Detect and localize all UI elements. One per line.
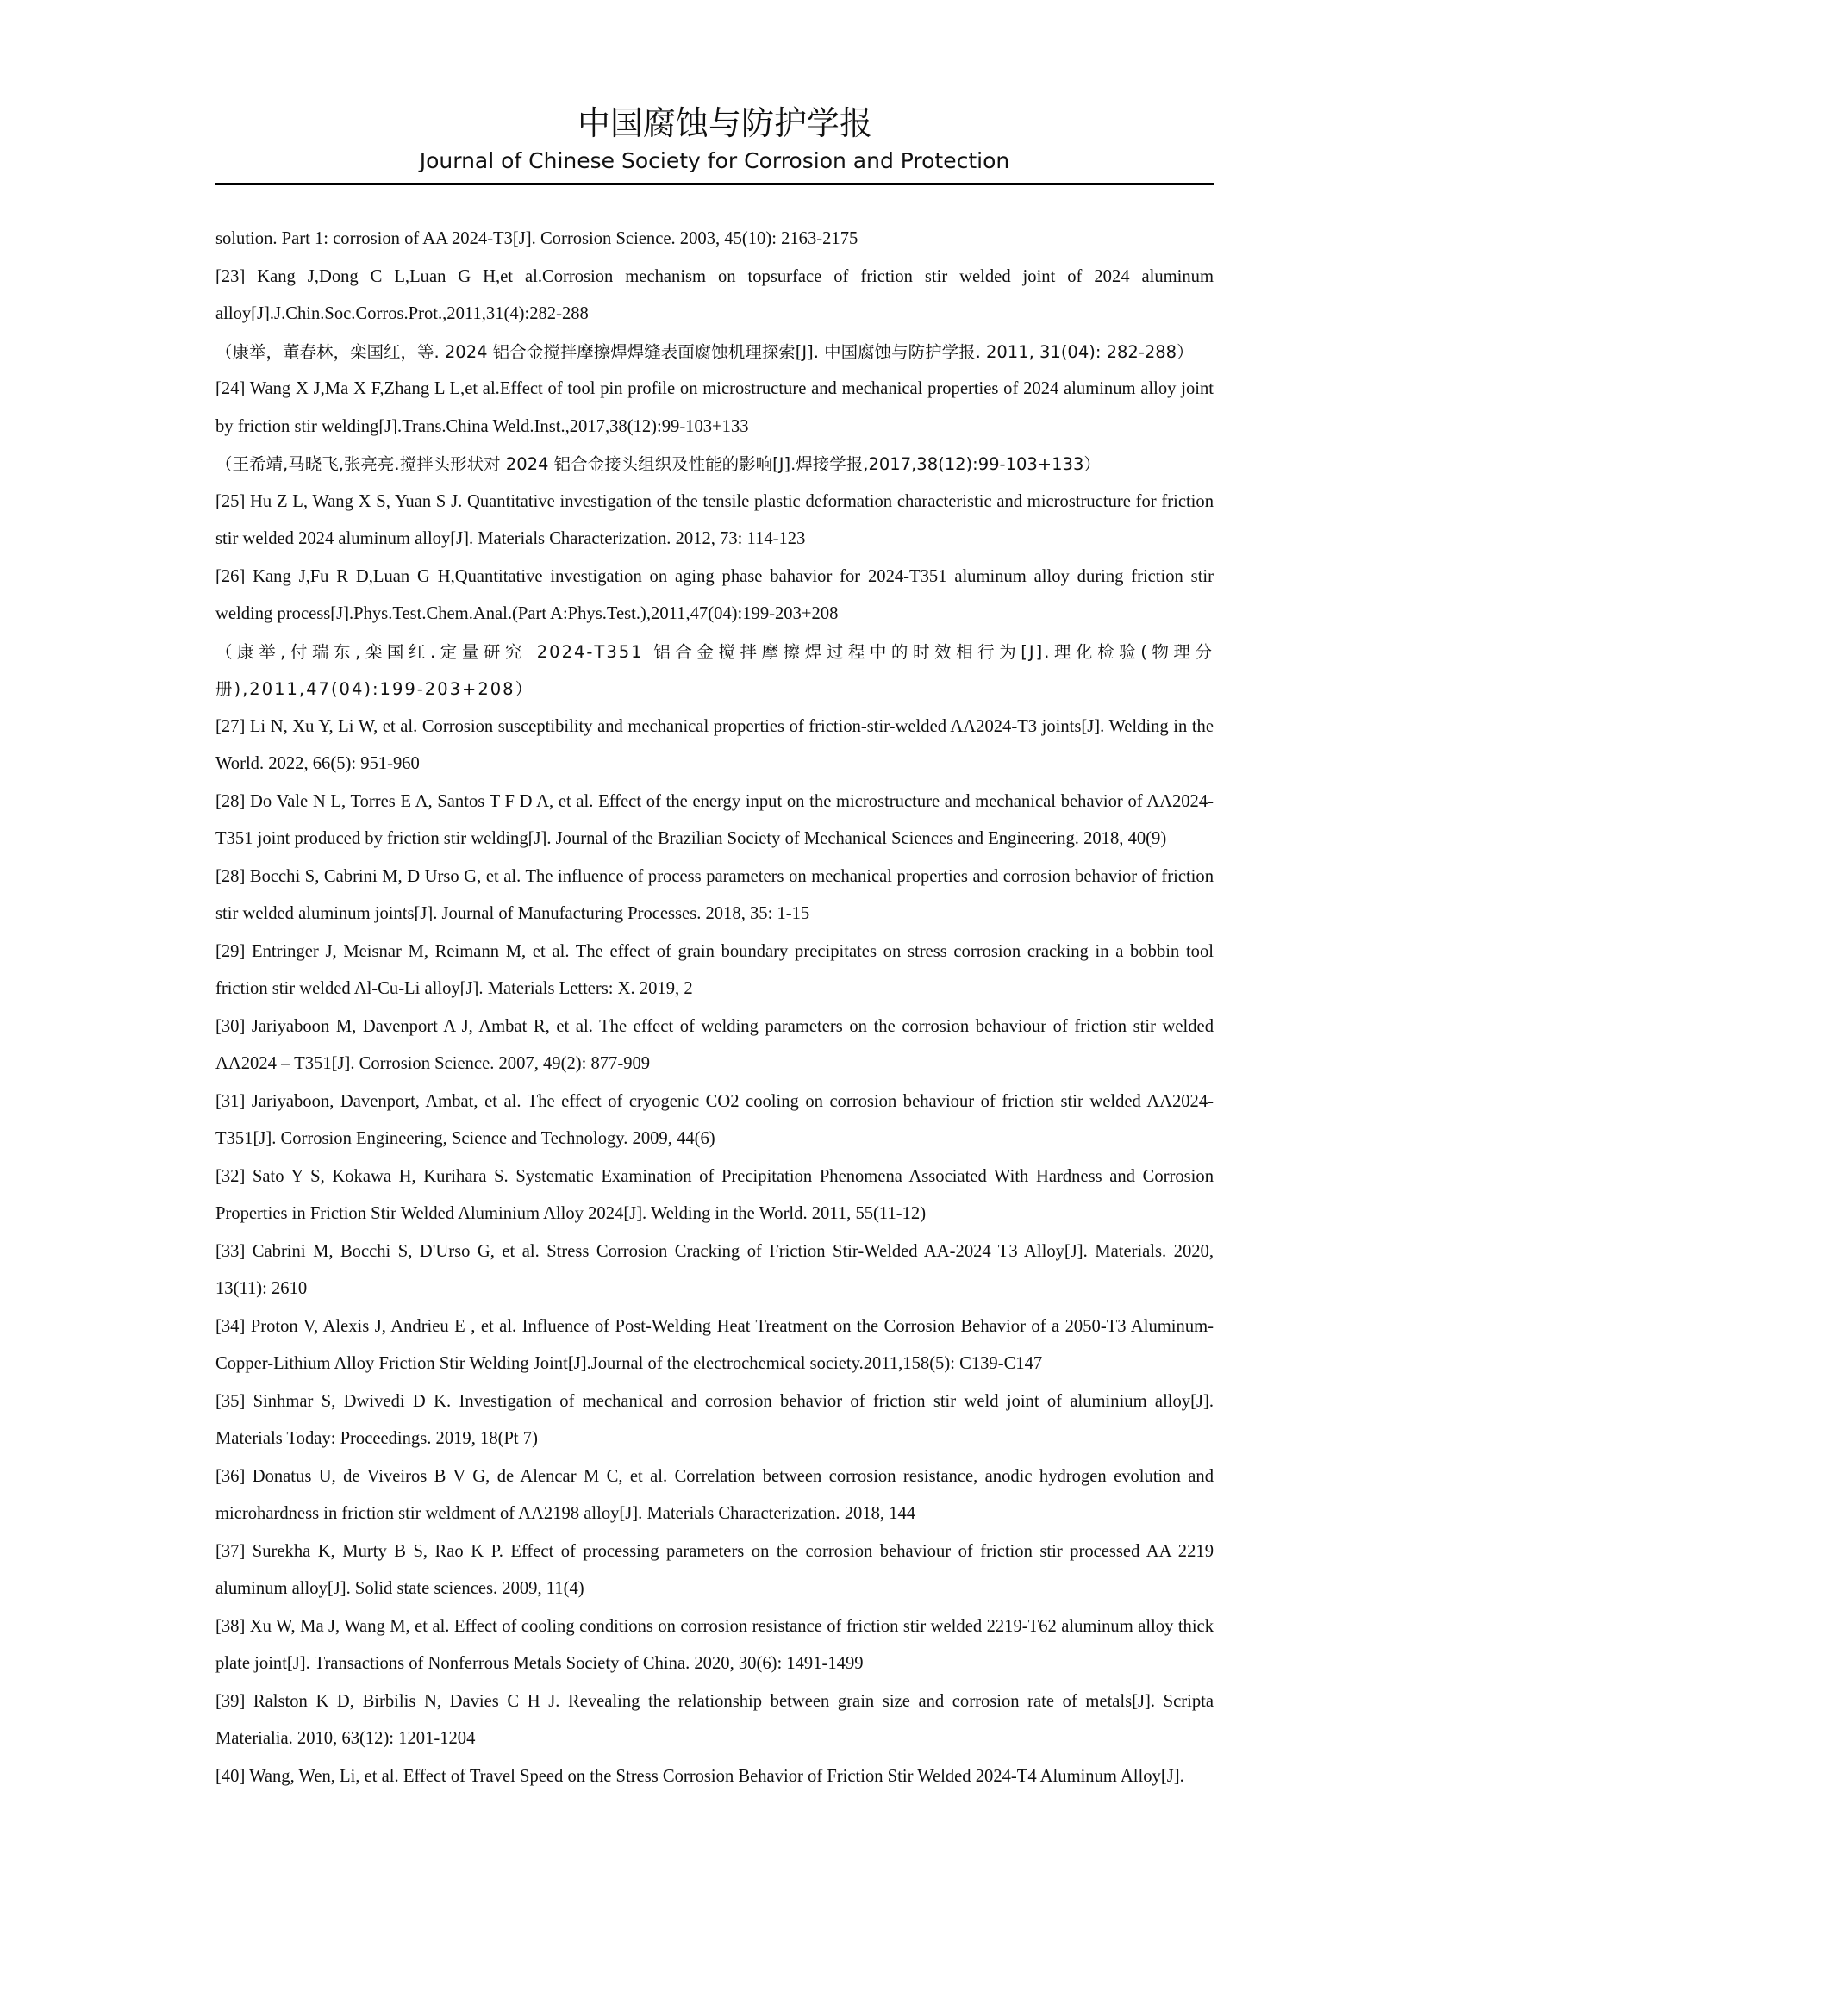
reference-item-cn: （康举，董春林，栾国红，等. 2024 铝合金搅拌摩擦焊焊缝表面腐蚀机理探索[J]. 中国腐蚀与防护学报. 2011, 31(04): 282-288） <box>215 341 1194 362</box>
reference-list <box>215 221 1214 1795</box>
reference-item-cn: （王希靖,马晓飞,张亮亮.搅拌头形状对 2024 铝合金接头组织及性能的影响[J].焊接学报,2017,38(12):99-103+133） <box>215 454 1101 474</box>
reference-item: [35] Sinhmar S, Dwivedi D K. Investigation of mechanical and corrosion behavior of friction stir weld joint of aluminium alloy[J]. Materials Today: Proceedings. 2019, 18(Pt 7) <box>215 1391 1214 1448</box>
reference-item: [26] Kang J,Fu R D,Luan G H,Quantitative investigation on aging phase bahavior for 2024-T351 aluminum alloy during friction stir welding process[J].Phys.Test.Chem.Anal.(Part A:Phys.Test.),2011,47(04):199-203+208 <box>215 566 1214 623</box>
reference-item: [23] Kang J,Dong C L,Luan G H,et al.Corrosion mechanism on topsurface of friction stir welded joint of 2024 aluminum alloy[J].J.Chin.Soc.Corros.Prot.,2011,31(4):282-288 <box>215 266 1214 323</box>
reference-item: [32] Sato Y S, Kokawa H, Kurihara S. Systematic Examination of Precipitation Phenomena Associated With Hardness and Corrosion Properties in Friction Stir Welded Aluminium Alloy 2024[J]. Welding in the World. 2011, 55(11-12) <box>215 1166 1214 1223</box>
journal-title-cn: 中国腐蚀与防护学报 <box>577 104 872 142</box>
reference-item-cn: （康举,付瑞东,栾国红.定量研究 2024-T351 铝合金搅拌摩擦焊过程中的时效相行为[J].理化检验(物理分册),2011,47(04):199-203+208） <box>215 641 1214 699</box>
reference-item: [40] Wang, Wen, Li, et al. Effect of Travel Speed on the Stress Corrosion Behavior of Friction Stir Welded 2024-T4 Aluminum Alloy[J]. <box>215 1766 1184 1786</box>
reference-item: [25] Hu Z L, Wang X S, Yuan S J. Quantitative investigation of the tensile plastic deformation characteristic and microstructure for friction stir welded 2024 aluminum alloy[J]. Materials Characterization. 2012, 73: 114-123 <box>215 491 1214 548</box>
reference-item: [33] Cabrini M, Bocchi S, D'Urso G, et al. Stress Corrosion Cracking of Friction Stir-Welded AA-2024 T3 Alloy[J]. Materials. 2020, 13(11): 2610 <box>215 1241 1214 1298</box>
reference-item: [27] Li N, Xu Y, Li W, et al. Corrosion susceptibility and mechanical properties of friction-stir-welded AA2024-T3 joints[J]. Welding in the World. 2022, 66(5): 951-960 <box>215 716 1214 773</box>
reference-item: [38] Xu W, Ma J, Wang M, et al. Effect of cooling conditions on corrosion resistance of friction stir welded 2219-T62 aluminum alloy thick plate joint[J]. Transactions of Nonferrous Metals Society of China. 2020, 30(6): 1491-1499 <box>215 1616 1214 1673</box>
reference-item: [31] Jariyaboon, Davenport, Ambat, et al. The effect of cryogenic CO2 cooling on corrosion behaviour of friction stir welded AA2024-T351[J]. Corrosion Engineering, Science and Technology. 2009, 44(6) <box>215 1091 1214 1148</box>
reference-item: solution. Part 1: corrosion of AA 2024-T3[J]. Corrosion Science. 2003, 45(10): 2163-2175 <box>215 229 858 248</box>
header-rule <box>215 183 1214 185</box>
reference-item: [37] Surekha K, Murty B S, Rao K P. Effect of processing parameters on the corrosion behaviour of friction stir processed AA 2219 aluminum alloy[J]. Solid state sciences. 2009, 11(4) <box>215 1541 1214 1598</box>
reference-item: [28] Bocchi S, Cabrini M, D Urso G, et al. The influence of process parameters on mechanical properties and corrosion behavior of friction stir welded aluminum joints[J]. Journal of Manufacturing Processes. 2018, 35: 1-15 <box>215 866 1214 923</box>
reference-item: [24] Wang X J,Ma X F,Zhang L L,et al.Effect of tool pin profile on microstructure and mechanical properties of 2024 aluminum alloy joint by friction stir welding[J].Trans.China Weld.Inst.,2017,38(12):99-103+133 <box>215 379 1214 436</box>
journal-title-en: Journal of Chinese Society for Corrosion and Protection <box>419 148 1010 173</box>
reference-item: [39] Ralston K D, Birbilis N, Davies C H J. Revealing the relationship between grain size and corrosion rate of metals[J]. Scripta Materialia. 2010, 63(12): 1201-1204 <box>215 1691 1214 1748</box>
reference-item: [36] Donatus U, de Viveiros B V G, de Alencar M C, et al. Correlation between corrosion resistance, anodic hydrogen evolution and microhardness in friction stir weldment of AA2198 alloy[J]. Materials Characterization. 2018, 144 <box>215 1466 1214 1523</box>
reference-item: [34] Proton V, Alexis J, Andrieu E , et al. Influence of Post-Welding Heat Treatment on the Corrosion Behavior of a 2050-T3 Aluminum-Copper-Lithium Alloy Friction Stir Welding Joint[J].Journal of the electrochemical society.2011,158(5): C139-C147 <box>215 1316 1214 1373</box>
reference-item: [28] Do Vale N L, Torres E A, Santos T F D A, et al. Effect of the energy input on the microstructure and mechanical behavior of AA2024-T351 joint produced by friction stir welding[J]. Journal of the Brazilian Society of Mechanical Sciences and Engineering. 2018, 40(9) <box>215 791 1214 848</box>
reference-item: [30] Jariyaboon M, Davenport A J, Ambat R, et al. The effect of welding parameters on the corrosion behaviour of friction stir welded AA2024 – T351[J]. Corrosion Science. 2007, 49(2): 877-909 <box>215 1016 1214 1073</box>
reference-item: [29] Entringer J, Meisnar M, Reimann M, et al. The effect of grain boundary precipitates on stress corrosion cracking in a bobbin tool friction stir welded Al-Cu-Li alloy[J]. Materials Letters: X. 2019, 2 <box>215 941 1214 998</box>
journal-header <box>215 102 1214 185</box>
